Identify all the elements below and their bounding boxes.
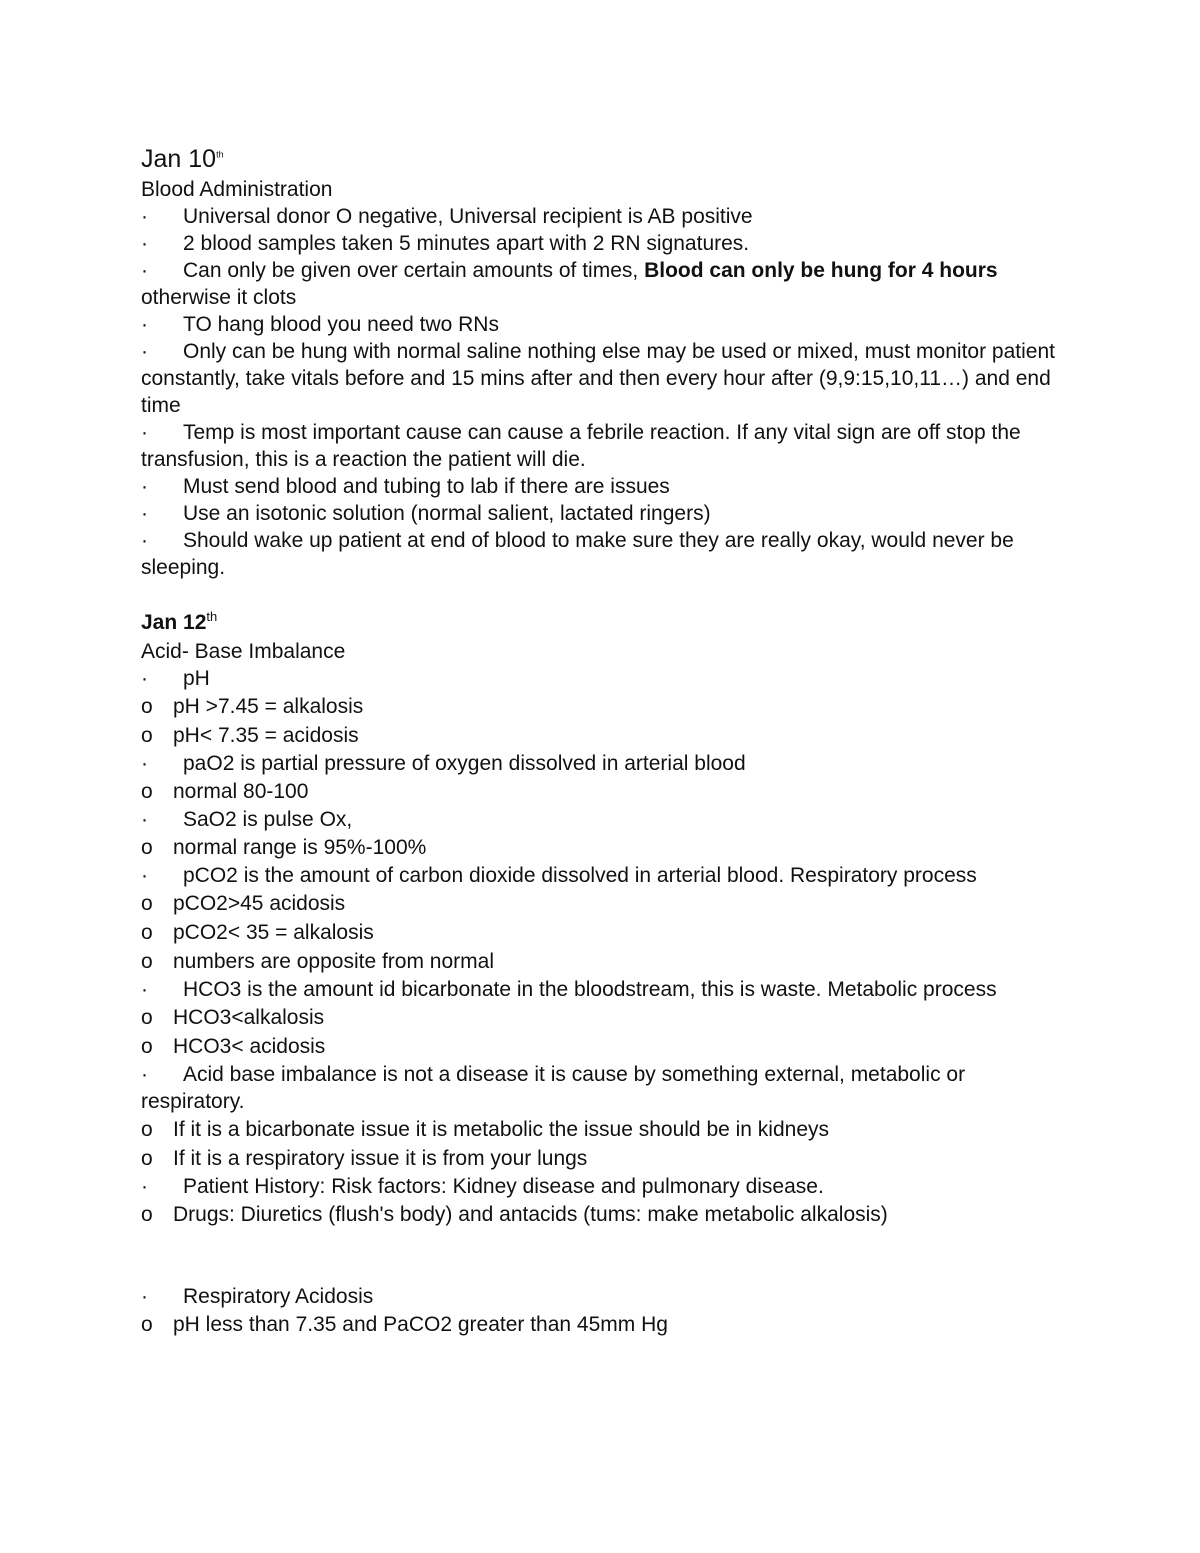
bullet-mark: · — [141, 667, 148, 690]
sub-bullet-mark: o — [141, 921, 153, 944]
sub-bullet-mark: o — [141, 1203, 153, 1226]
sub-list-item: o Drugs: Diuretics (flush's body) and antacids (tums: make metabolic alkalosis) — [141, 1200, 1066, 1229]
list-item: · HCO3 is the amount id bicarbonate in the bloodstream, this is waste. Metabolic process — [141, 978, 997, 1001]
sub-list-item: o pH less than 7.35 and PaCO2 greater than 45mm Hg — [141, 1310, 1066, 1339]
list-item: · Use an isotonic solution (normal salient, lactated ringers) — [141, 502, 711, 525]
section-heading-jan-12: Jan 12th — [141, 609, 218, 634]
bullet-mark: · — [141, 475, 148, 498]
bullet-mark: · — [141, 502, 148, 525]
list-item: · 2 blood samples taken 5 minutes apart with 2 RN signatures. — [141, 232, 750, 255]
sub-bullet-mark: o — [141, 780, 153, 803]
list-item: · TO hang blood you need two RNs — [141, 313, 499, 336]
bullet-mark: · — [141, 421, 148, 444]
sub-list-item: o normal range is 95%-100% — [141, 833, 1066, 862]
bullet-mark: · — [141, 1285, 148, 1308]
sub-list-item: o HCO3< acidosis — [141, 1032, 1066, 1061]
sub-list-item: o pH< 7.35 = acidosis — [141, 721, 1066, 750]
list-item: · Only can be hung with normal saline nothing else may be used or mixed, must monitor patient constantly, take vitals before and 15 mins after and then every hour after (9,9:15,10,11…) and end time — [141, 340, 1055, 417]
sub-list-item: o If it is a bicarbonate issue it is metabolic the issue should be in kidneys — [141, 1115, 1066, 1144]
sub-list-item: o If it is a respiratory issue it is from your lungs — [141, 1144, 1066, 1173]
bullet-mark: · — [141, 978, 148, 1001]
list-item: · Can only be given over certain amounts of times, Blood can only be hung for 4 hours otherwise it clots — [141, 259, 998, 309]
bullet-mark: · — [141, 313, 148, 336]
sub-bullet-mark: o — [141, 1006, 153, 1029]
sub-bullet-mark: o — [141, 1035, 153, 1058]
sub-list-item: o pCO2< 35 = alkalosis — [141, 918, 1066, 947]
list-item: · pH — [141, 667, 210, 690]
sub-bullet-mark: o — [141, 724, 153, 747]
sub-list-item: o normal 80-100 — [141, 777, 1066, 806]
list-item: · Acid base imbalance is not a disease it is cause by something external, metabolic or respiratory. — [141, 1063, 966, 1113]
bullet-mark: · — [141, 808, 148, 831]
sub-bullet-mark: o — [141, 892, 153, 915]
bold-emphasis: Blood can only be hung for 4 hours — [644, 259, 998, 282]
bullet-mark: · — [141, 752, 148, 775]
acid-base-list — [141, 665, 1066, 1229]
heading-suffix: th — [216, 149, 224, 160]
bullet-mark: · — [141, 529, 148, 552]
list-item: · Temp is most important cause can cause a febrile reaction. If any vital sign are off stop the transfusion, this is a reaction the patient will die. — [141, 421, 1021, 471]
list-item: · paO2 is partial pressure of oxygen dissolved in arterial blood — [141, 752, 746, 775]
document-page — [141, 142, 1066, 1339]
section-title-blood-administration: Blood Administration — [141, 178, 333, 201]
bullet-mark: · — [141, 340, 148, 363]
heading-suffix: th — [206, 609, 218, 624]
section-title-acid-base: Acid- Base Imbalance — [141, 640, 346, 663]
bullet-mark: · — [141, 232, 148, 255]
spacer — [141, 581, 1066, 608]
sub-list-item: o pH >7.45 = alkalosis — [141, 692, 1066, 721]
bullet-mark: · — [141, 205, 148, 228]
sub-bullet-mark: o — [141, 695, 153, 718]
sub-bullet-mark: o — [141, 836, 153, 859]
section-heading-jan-10: Jan 10th — [141, 145, 224, 173]
list-item: · Universal donor O negative, Universal recipient is AB positive — [141, 205, 753, 228]
list-item: · Respiratory Acidosis — [141, 1285, 374, 1308]
bullet-mark: · — [141, 1175, 148, 1198]
sub-bullet-mark: o — [141, 1147, 153, 1170]
sub-list-item: o HCO3<alkalosis — [141, 1003, 1066, 1032]
sub-list-item: o pCO2>45 acidosis — [141, 889, 1066, 918]
list-item: · pCO2 is the amount of carbon dioxide dissolved in arterial blood. Respiratory process — [141, 864, 977, 887]
spacer — [141, 1229, 1066, 1283]
list-item: · SaO2 is pulse Ox, — [141, 808, 353, 831]
sub-bullet-mark: o — [141, 950, 153, 973]
sub-list-item: o numbers are opposite from normal — [141, 947, 1066, 976]
sub-bullet-mark: o — [141, 1313, 153, 1336]
list-item: · Should wake up patient at end of blood to make sure they are really okay, would never be sleeping. — [141, 529, 1014, 579]
bullet-mark: · — [141, 864, 148, 887]
sub-bullet-mark: o — [141, 1118, 153, 1141]
bullet-mark: · — [141, 1063, 148, 1086]
list-item: · Patient History: Risk factors: Kidney disease and pulmonary disease. — [141, 1175, 824, 1198]
list-item: · Must send blood and tubing to lab if there are issues — [141, 475, 670, 498]
bullet-mark: · — [141, 259, 148, 282]
